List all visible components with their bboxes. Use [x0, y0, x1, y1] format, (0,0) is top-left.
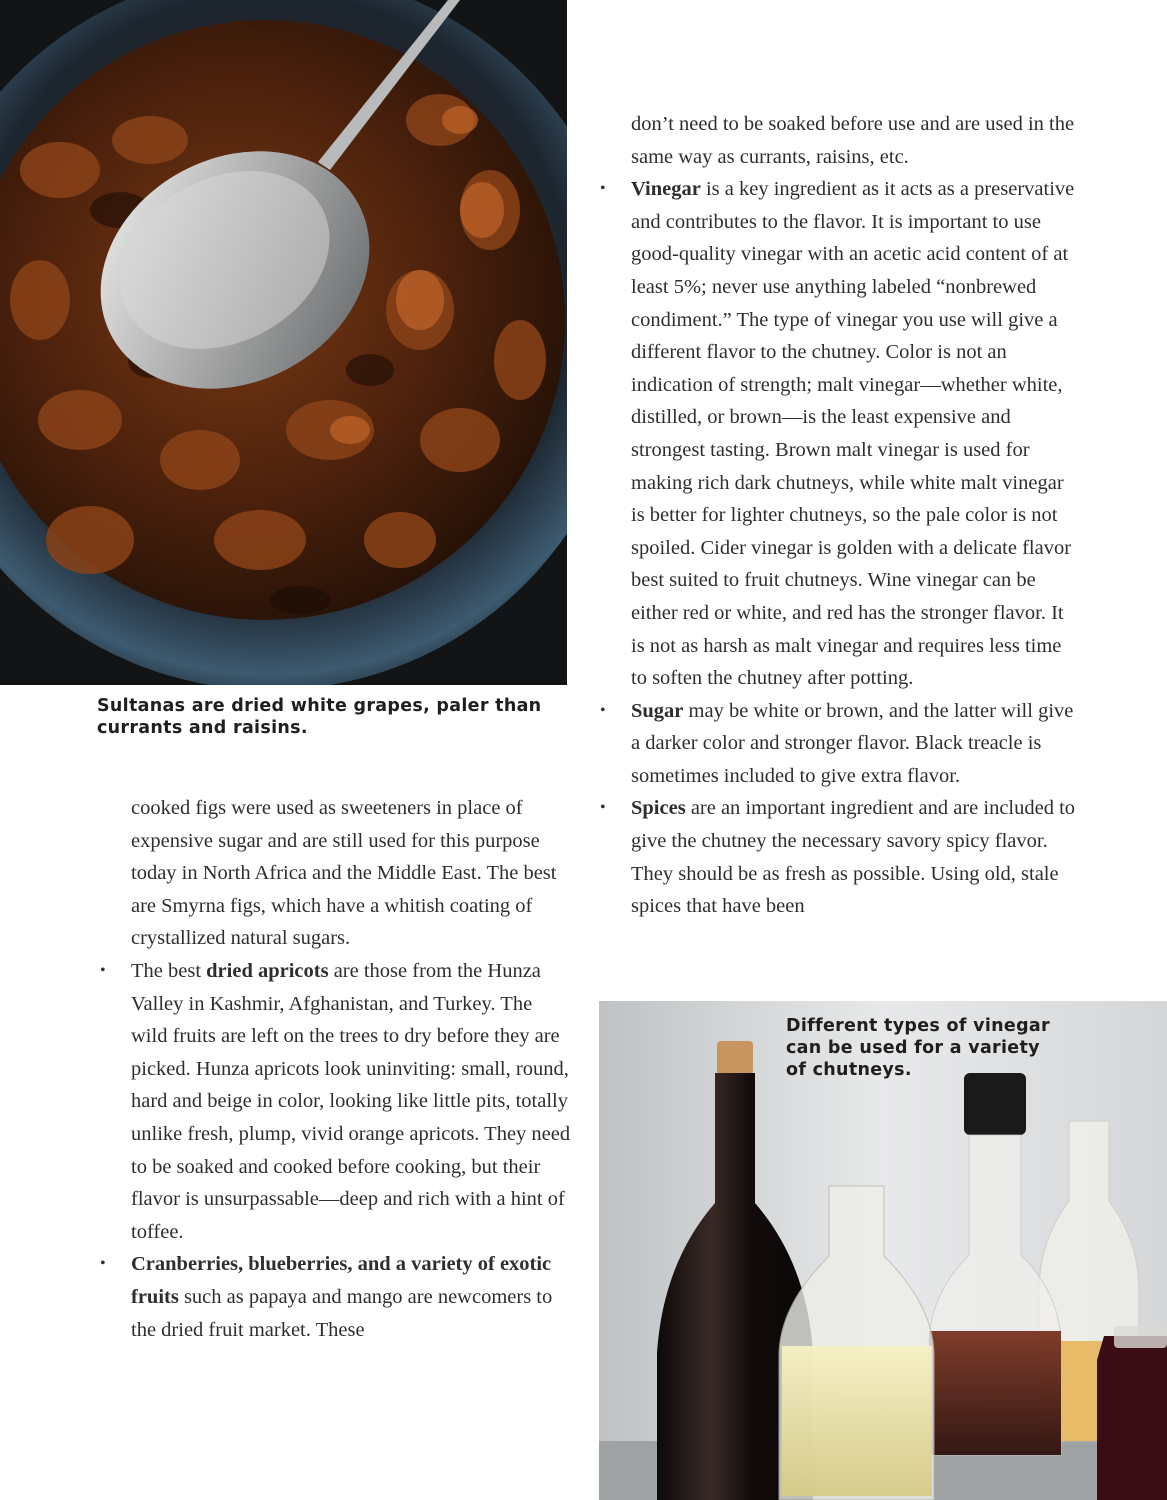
term-spices: Spices: [631, 797, 686, 820]
list-item-dried-apricots: • The best dried apricots are those from the Hunza Valley in Kashmir, Afghanistan, and Turkey. The wild fruits are left on the trees to dry before they are picked. Hunza apricots look uninviting: small, round, hard and beige in color, looking like little pits, totally unlike fresh, plump, vivid orange apricots. They need to be soaked and cooked before cooking, but their flavor is unsurpassable—deep and rich with a hint of toffee.: [131, 955, 571, 1248]
sultanas-photo: [0, 0, 567, 685]
right-bullet-list: [600, 173, 1079, 923]
bullet-marker: •: [600, 799, 606, 817]
sultanas-caption: Sultanas are dried white grapes, paler than currants and raisins.: [97, 696, 542, 738]
list-item-cranberries: • Cranberries, blueberries, and a variety of exotic fruits such as papaya and mango are newcomers to the dried fruit market. These: [131, 1248, 571, 1346]
figs-paragraph-continuation: cooked figs were used as sweeteners in place of expensive sugar and are still used for this purpose today in North Africa and the Middle East. The best are Smyrna figs, which have a whitish coating of crystallized natural sugars.: [131, 797, 557, 950]
term-sugar: Sugar: [631, 699, 684, 722]
term-dried-apricots: dried apricots: [206, 959, 329, 982]
list-item-spices: • Spices are an important ingredient and are included to give the chutney the necessary savory spicy flavor. They should be as fresh as possible. Using old, stale spices that have been: [631, 792, 1079, 922]
term-cranberries: Cranberries, blueberries, and a variety of exotic fruits: [131, 1253, 552, 1308]
bullet-marker: •: [600, 180, 606, 198]
bullet-marker: •: [600, 701, 606, 719]
right-text-column: [600, 108, 1079, 923]
left-bullet-list: [100, 955, 571, 1346]
list-item-sugar: • Sugar may be white or brown, and the latter will give a darker color and stronger flavor. Black treacle is sometimes included to give extra flavor.: [631, 695, 1079, 793]
list-item-vinegar: • Vinegar is a key ingredient as it acts as a preservative and contributes to the flavor. It is important to use good-quality vinegar with an acetic acid content of at least 5%; never use anything labeled “nonbrewed condiment.” The type of vinegar you use will give a different flavor to the chutney. Color is not an indication of strength; malt vinegar—whether white, distilled, or brown—is the least expensive and strongest tasting. Brown malt vinegar is used for making rich dark chutneys, while white malt vinegar is better for lighter chutneys, so the pale color is not spoiled. Cider vinegar is golden with a delicate flavor best suited to fruit chutneys. Wine vinegar can be either red or white, and red has the stronger flavor. It is not as harsh as malt vinegar and requires less time to soften the chutney after potting.: [631, 173, 1079, 695]
bullet-marker: •: [100, 1255, 106, 1273]
term-vinegar: Vinegar: [631, 178, 701, 201]
left-text-column: [100, 792, 571, 1346]
vinegar-caption: Different types of vinegar can be used for a variety of chutneys.: [786, 1016, 1050, 1080]
bullet-marker: •: [100, 961, 106, 979]
dried-fruit-paragraph-continuation: don’t need to be soaked before use and are used in the same way as currants, raisins, etc.: [631, 113, 1075, 168]
